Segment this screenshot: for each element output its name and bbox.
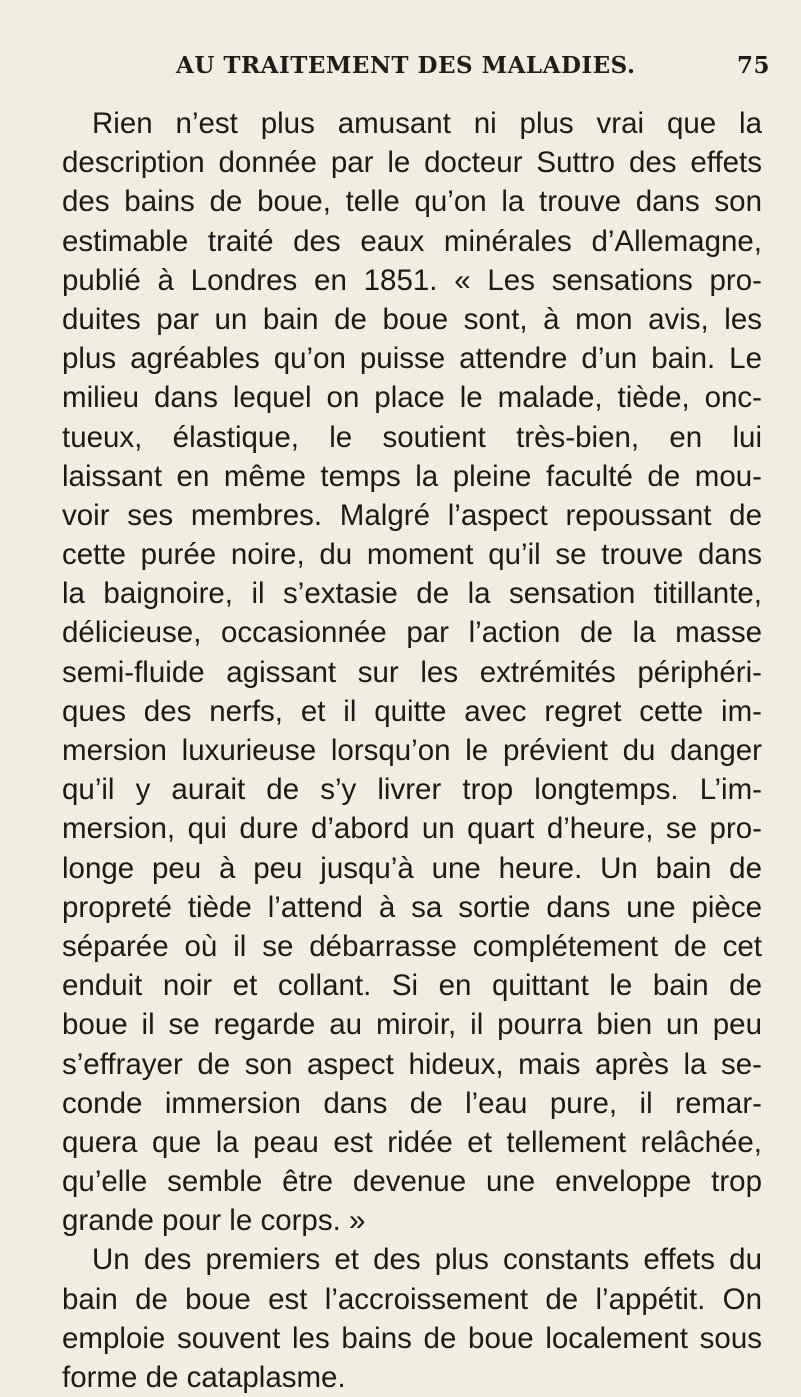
body-text xyxy=(62,104,762,1397)
text-line: boue il se regarde au miroir, il pourra bien un peu xyxy=(62,1008,762,1042)
text-line: forme de cataplasme. xyxy=(62,1361,346,1394)
text-line: qu’elle semble être devenue une enveloppe trop xyxy=(62,1165,762,1199)
text-line: quera que la peau est ridée et tellement relâchée, xyxy=(62,1125,762,1159)
text-line: s’effrayer de son aspect hideux, mais après la se- xyxy=(62,1047,762,1081)
text-line: emploie souvent les bains de boue localement sous xyxy=(62,1321,762,1355)
text-line: grande pour le corps. » xyxy=(62,1204,366,1238)
text-line: enduit noir et collant. Si en quittant le bain de xyxy=(62,969,762,1003)
text-line: la baignoire, il s’extasie de la sensation titillante, xyxy=(62,577,762,611)
text-line: voir ses membres. Malgré l’aspect repoussant de xyxy=(62,498,762,532)
text-line: cette purée noire, du moment qu’il se trouve dans xyxy=(62,538,762,572)
text-line: semi-fluide agissant sur les extrémités périphéri- xyxy=(62,655,762,689)
text-line: qu’il y aurait de s’y livrer trop longtemps. L’im- xyxy=(62,773,762,807)
paragraph-2 xyxy=(62,1240,762,1397)
text-line: mersion luxurieuse lorsqu’on le prévient du danger xyxy=(62,734,762,767)
text-line: propreté tiède l’attend à sa sortie dans une pièce xyxy=(62,890,762,924)
text-line: plus agréables qu’on puisse attendre d’un bain. Le xyxy=(62,342,762,376)
text-line: longe peu à peu jusqu’à une heure. Un bain de xyxy=(62,851,762,885)
text-line: conde immersion dans de l’eau pure, il remar- xyxy=(62,1086,762,1120)
running-title: AU TRAITEMENT DES MALADIES. xyxy=(176,52,636,79)
text-line: milieu dans lequel on place le malade, tiède, onc- xyxy=(62,381,762,415)
text-line: publié à Londres en 1851. « Les sensations pro- xyxy=(62,263,762,297)
paragraph-1 xyxy=(62,104,762,1240)
text-line: estimable traité des eaux minérales d’Allemagne, xyxy=(62,224,762,258)
text-line: Un des premiers et des plus constants effets du xyxy=(92,1243,762,1277)
text-line: délicieuse, occasionnée par l’action de la masse xyxy=(62,616,762,650)
running-header xyxy=(140,52,770,92)
text-line: description donnée par le docteur Suttro des effets xyxy=(62,146,762,180)
text-line: des bains de boue, telle qu’on la trouve dans son xyxy=(62,185,762,219)
text-line: tueux, élastique, le soutient très-bien, en lui xyxy=(62,420,762,454)
text-line: bain de boue est l’accroissement de l’appétit. On xyxy=(62,1282,762,1316)
text-line: Rien n’est plus amusant ni plus vrai que la xyxy=(92,107,762,140)
page-number: 75 xyxy=(736,52,770,79)
text-line: ques des nerfs, et il quitte avec regret cette im- xyxy=(62,694,762,728)
text-line: séparée où il se débarrasse complétement de cet xyxy=(62,929,762,963)
text-line: laissant en même temps la pleine faculté de mou- xyxy=(62,459,762,493)
text-line: duites par un bain de boue sont, à mon avis, les xyxy=(62,302,762,336)
text-line: mersion, qui dure d’abord un quart d’heure, se pro- xyxy=(62,812,762,846)
